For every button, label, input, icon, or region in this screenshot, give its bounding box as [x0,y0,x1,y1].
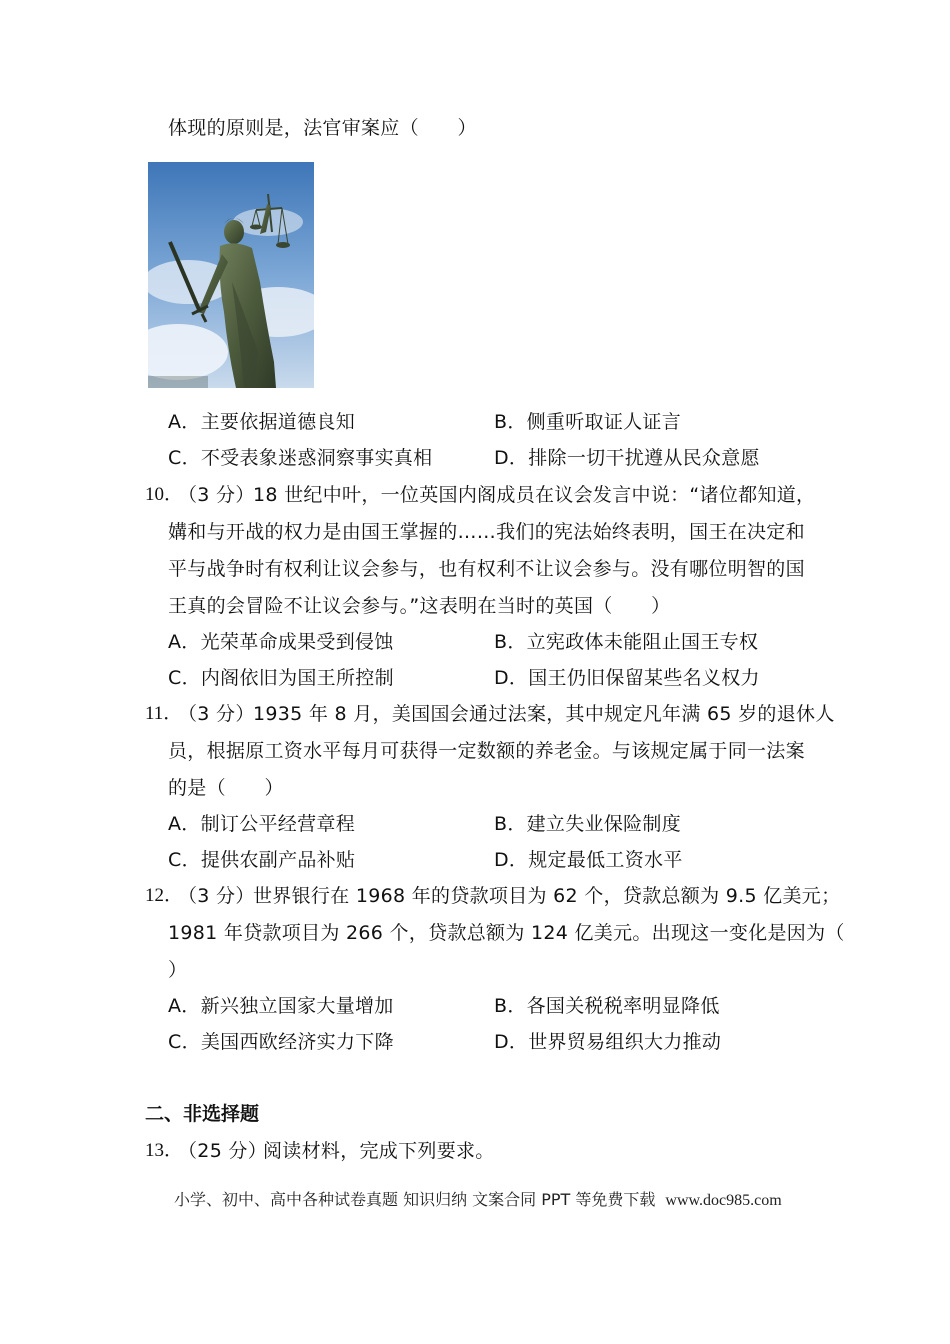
q11-stem-line1: 1935 年 8 月，美国国会通过法案，其中规定凡年满 65 岁的退休人 [253,703,835,725]
section-title-non-choice: 二、非选择题 [145,1103,260,1125]
q11-stem-line2: 员，根据原工资水平每月可获得一定数额的养老金。与该规定属于同一法案 [168,740,805,762]
q12-option-a[interactable]: A．新兴独立国家大量增加 [168,995,394,1017]
q10-option-b[interactable]: B．立宪政体未能阻止国王专权 [494,631,759,653]
footer-url-link[interactable]: www.doc985.com [665,1192,782,1209]
q11-stem-line3: 的是（ ） [168,777,284,799]
q10-stem-line1: 18 世纪中叶，一位英国内阁成员在议会发言中说：“诸位都知道， [253,484,816,506]
q12-stem-line1: 世界银行在 1968 年的贷款项目为 62 个，贷款总额为 9.5 亿美元； [253,885,841,907]
q13-score: （25 分） [178,1140,268,1162]
q12-option-b[interactable]: B．各国关税税率明显降低 [494,995,720,1017]
q12-option-d[interactable]: D．世界贸易组织大力推动 [494,1031,722,1053]
q13-text: 阅读材料，完成下列要求。 [263,1140,495,1162]
q11-score: （3 分） [178,703,255,725]
q12-score: （3 分） [178,885,255,907]
q10-stem-line4: 王真的会冒险不让议会参与。”这表明在当时的英国（ ） [168,595,671,617]
q9-stem-tail: 体现的原则是，法官审案应（ ） [168,117,477,139]
q11-option-d[interactable]: D．规定最低工资水平 [494,849,683,871]
q10-option-c[interactable]: C．内阁依旧为国王所控制 [168,667,394,689]
q12-number: 12． [145,885,184,906]
q12-option-c[interactable]: C．美国西欧经济实力下降 [168,1031,394,1053]
lady-justice-statue-image [148,162,314,388]
q11-number: 11． [145,703,183,724]
q10-score: （3 分） [178,484,255,506]
q12-stem-line3: ） [168,959,188,981]
q11-option-b[interactable]: B．建立失业保险制度 [494,813,682,835]
q9-option-a[interactable]: A．主要依据道德良知 [168,411,355,433]
q10-option-d[interactable]: D．国王仍旧保留某些名义权力 [494,667,760,689]
q13-number: 13． [145,1140,184,1161]
q10-number: 10． [145,484,184,505]
page-footer [174,1189,782,1212]
lady-justice-photo [148,162,314,388]
q11-option-c[interactable]: C．提供农副产品补贴 [168,849,356,871]
q10-option-a[interactable]: A．光荣革命成果受到侵蚀 [168,631,394,653]
q9-option-d[interactable]: D．排除一切干扰遵从民众意愿 [494,447,760,469]
q11-option-a[interactable]: A．制订公平经营章程 [168,813,355,835]
q12-stem-line2: 1981 年贷款项目为 266 个，贷款总额为 124 亿美元。出现这一变化是因为（ [168,922,845,944]
q9-option-b[interactable]: B．侧重听取证人证言 [494,411,682,433]
q10-stem-line2: 媾和与开战的权力是由国王掌握的……我们的宪法始终表明，国王在决定和 [168,521,805,543]
q9-option-c[interactable]: C．不受表象迷惑洞察事实真相 [168,447,433,469]
footer-text: 小学、初中、高中各种试卷真题 知识归纳 文案合同 PPT 等免费下载 [174,1190,656,1209]
q10-stem-line3: 平与战争时有权利让议会参与，也有权利不让议会参与。没有哪位明智的国 [168,558,805,580]
